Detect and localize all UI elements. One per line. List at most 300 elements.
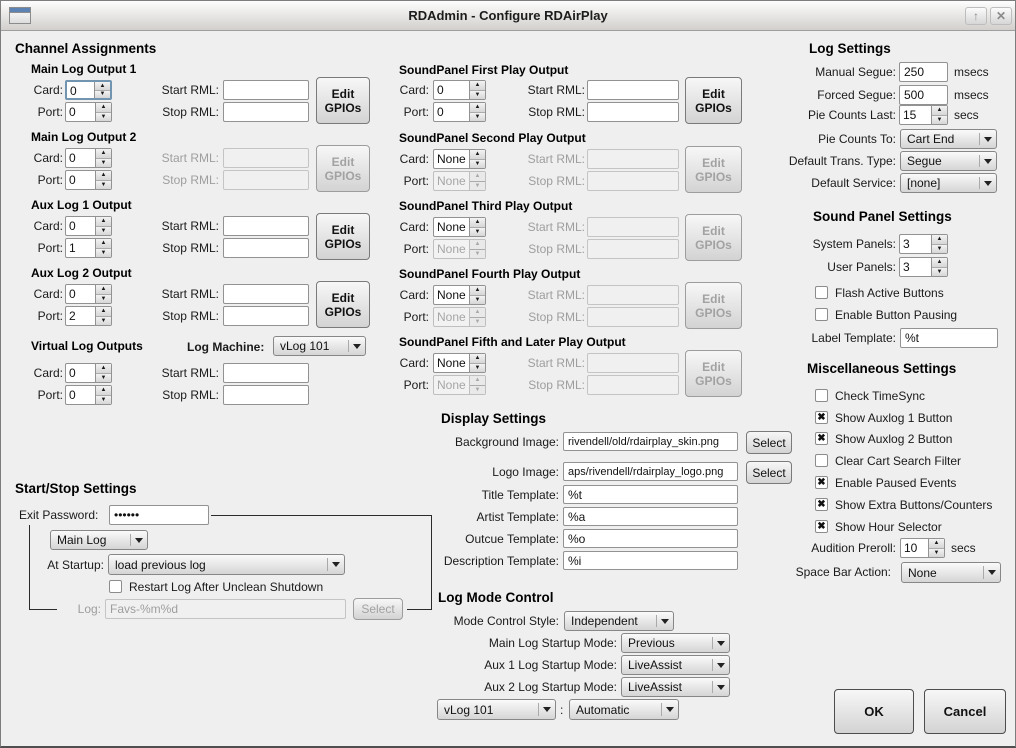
audition-preroll-spinbox[interactable] [900,538,945,558]
dropdown-arrow-icon [988,570,996,575]
port-value: None [437,310,466,324]
port-label: Port: [37,309,63,323]
spin-down-button[interactable] [470,228,485,237]
spin-down-button[interactable] [470,296,485,305]
port-label: Port: [403,310,429,324]
spin-down-button[interactable] [96,317,111,326]
enable-button-pausing-label: Enable Button Pausing [835,308,958,322]
show-auxlog1-checkbox[interactable] [815,411,828,424]
edit-gpios-button[interactable]: Edit GPIOs [685,77,742,124]
checkbox-mark: ✖ [817,412,826,423]
dropdown-divider [979,155,980,168]
port-spinbox[interactable] [65,170,112,190]
spin-down-button[interactable] [96,295,111,304]
enable-button-pausing-checkbox[interactable] [815,308,828,321]
dropdown-arrow-icon [717,663,725,668]
spin-down-button[interactable] [470,113,485,122]
user-panels-value: 3 [903,260,910,274]
pie-counts-to-dropdown[interactable]: Cart End [900,129,997,149]
card-value: None [437,288,466,302]
stop-rml-label: Stop RML: [528,310,585,324]
main-log-startup-mode-label: Main Log Startup Mode: [488,636,617,650]
card-value: 0 [69,219,76,233]
enable-paused-events-checkbox[interactable] [815,476,828,489]
port-label: Port: [403,378,429,392]
start-rml-input [587,285,679,305]
edit-gpios-button: Edit GPIOs [685,282,742,329]
pie-counts-last-value: 15 [903,108,917,122]
default-trans-type-dropdown[interactable]: Segue [900,151,997,171]
start-rml-input [587,149,679,169]
spin-down-button[interactable] [470,160,485,169]
dropdown-arrow-icon [717,685,725,690]
card-label: Card: [399,220,429,234]
start-rml-label: Start RML: [527,220,585,234]
title-template-label: Title Template: [481,488,559,502]
audition-preroll-label: Audition Preroll: [811,541,896,555]
port-spinbox[interactable] [433,102,486,122]
spin-up-button[interactable] [96,149,111,159]
port-label: Port: [37,241,63,255]
logo-image-select-button[interactable]: Select [746,461,792,484]
vlog-separator: : [560,703,564,717]
outcue-template-input[interactable]: %o [563,529,738,548]
port-value: None [437,242,466,256]
stop-rml-label: Stop RML: [162,388,219,402]
stop-rml-label: Stop RML: [162,241,219,255]
manual-segue-input[interactable]: 250 [899,62,948,82]
port-spinbox [433,239,486,259]
show-extra-buttons-label: Show Extra Buttons/Counters [835,498,993,512]
log-machine-dropdown[interactable]: vLog 101 [273,336,366,356]
port-value: 0 [69,105,76,119]
log-mode-control-heading: Log Mode Control [438,590,554,605]
spin-up-button[interactable] [96,285,111,295]
start-rml-label: Start RML: [161,287,219,301]
log-settings-heading: Log Settings [809,41,891,56]
window-title: RDAdmin - Configure RDAirPlay [408,8,608,23]
spin-up-button[interactable] [470,286,485,296]
card-value: 0 [437,83,444,97]
display-settings-heading: Display Settings [441,411,547,426]
dropdown-divider [348,340,349,353]
space-bar-action-dropdown[interactable]: None [901,562,1001,583]
dropdown-divider [983,566,984,579]
stop-rml-input [587,375,679,395]
card-spinbox[interactable] [433,285,486,305]
stop-rml-input [223,170,309,190]
dropdown-divider [979,133,980,146]
shade-icon: ↑ [973,9,979,23]
dropdown-divider [712,681,713,694]
port-spinbox [433,171,486,191]
audition-preroll-unit: secs [951,541,976,555]
edit-gpios-button[interactable]: Edit GPIOs [316,77,370,124]
port-label: Port: [37,105,63,119]
sound-panel-settings-heading: Sound Panel Settings [813,209,952,224]
background-image-label: Background Image: [454,435,559,449]
stop-rml-label: Stop RML: [528,378,585,392]
checkbox-mark: ✖ [817,433,826,444]
card-spinbox[interactable] [433,80,486,100]
label-template-input[interactable]: %t [900,328,998,348]
stop-rml-input[interactable] [587,102,679,122]
group-title: SoundPanel Third Play Output [399,199,573,213]
default-trans-type-label: Default Trans. Type: [788,154,896,168]
clear-cart-search-filter-label: Clear Cart Search Filter [835,454,962,468]
spin-up-button[interactable] [96,171,111,181]
group-title: SoundPanel Second Play Output [399,131,586,145]
pie-counts-to-label: Pie Counts To: [818,132,896,146]
spin-up-button[interactable] [96,217,111,227]
card-label: Card: [399,83,429,97]
spin-down-button[interactable] [96,227,111,236]
start-rml-label: Start RML: [161,366,219,380]
card-spinbox[interactable] [65,80,112,100]
start-rml-input[interactable] [223,80,309,100]
card-label: Card: [33,287,63,301]
group-title: Aux Log 1 Output [31,198,132,212]
dropdown-arrow-icon [984,137,992,142]
show-extra-buttons-checkbox[interactable] [815,498,828,511]
spin-up-button[interactable] [932,258,947,268]
dropdown-arrow-icon [332,562,340,567]
dropdown-divider [538,703,539,716]
dropdown-divider [327,558,328,571]
artist-template-input[interactable]: %a [563,507,738,526]
start-rml-label: Start RML: [527,83,585,97]
port-label: Port: [403,105,429,119]
stop-rml-label: Stop RML: [528,174,585,188]
forced-segue-input[interactable]: 500 [899,85,948,105]
card-value: None [437,220,466,234]
description-template-input[interactable]: %i [563,551,738,570]
port-label: Port: [403,242,429,256]
port-value: 0 [69,173,76,187]
default-service-dropdown[interactable]: [none] [900,173,997,193]
spin-up-button[interactable] [96,239,111,249]
stop-rml-input[interactable] [223,306,309,326]
ok-button[interactable]: OK [834,689,914,734]
dropdown-divider [661,703,662,716]
forced-segue-unit: msecs [954,88,989,102]
card-value: 0 [69,366,76,380]
spin-up-button [470,376,485,386]
card-label: Card: [33,151,63,165]
outcue-template-label: Outcue Template: [465,532,559,546]
edit-gpios-button: Edit GPIOs [316,145,370,192]
pie-counts-last-unit: secs [954,108,979,122]
log-label: Log: [77,602,101,616]
connector-line [29,609,57,610]
dropdown-arrow-icon [661,619,669,624]
card-spinbox[interactable] [433,217,486,237]
channel-assignments-heading: Channel Assignments [15,41,157,56]
spin-down-button[interactable] [96,159,111,168]
spin-down-button [470,318,485,327]
card-label: Card: [399,356,429,370]
card-value: 0 [69,151,76,165]
port-spinbox[interactable] [65,306,112,326]
card-label: Card: [399,288,429,302]
port-value: None [437,174,466,188]
show-hour-selector-checkbox[interactable] [815,520,828,533]
start-rml-input [587,217,679,237]
aux2-log-startup-mode-label: Aux 2 Log Startup Mode: [484,680,617,694]
spin-up-button [470,240,485,250]
port-spinbox [433,375,486,395]
cancel-button[interactable]: Cancel [924,689,1006,734]
exit-password-label: Exit Password: [19,508,99,522]
background-image-select-button[interactable]: Select [746,431,792,454]
stop-rml-input[interactable] [223,385,309,405]
stop-rml-label: Stop RML: [162,173,219,187]
dropdown-arrow-icon [717,641,725,646]
spin-down-button[interactable] [96,249,111,258]
spin-up-button[interactable] [96,386,111,396]
port-value: 1 [69,241,76,255]
label-template-label: Label Template: [811,331,896,345]
spin-down-button[interactable] [470,91,485,100]
spin-down-button[interactable] [96,181,111,190]
log-machine-label: Log Machine: [187,340,265,354]
port-spinbox[interactable] [65,102,112,122]
mode-control-style-label: Mode Control Style: [453,614,559,628]
vlog-mode-dropdown[interactable]: Automatic [569,699,679,720]
spin-down-button[interactable] [96,374,111,383]
group-title: SoundPanel Fourth Play Output [399,267,581,281]
log-input: Favs-%m%d [105,599,346,619]
spin-down-button[interactable] [932,268,947,277]
spin-up-button[interactable] [470,81,485,91]
show-auxlog2-checkbox[interactable] [815,432,828,445]
artist-template-label: Artist Template: [476,510,559,524]
exit-password-input[interactable]: •••••• [109,505,209,525]
connector-line [29,525,30,610]
pie-counts-last-spinbox[interactable] [899,105,948,125]
forced-segue-label: Forced Segue: [817,88,896,102]
card-label: Card: [399,152,429,166]
dropdown-divider [712,637,713,650]
group-title: Aux Log 2 Output [31,266,132,280]
edit-gpios-button: Edit GPIOs [685,350,742,397]
check-timesync-checkbox[interactable] [815,389,828,402]
stop-rml-input[interactable] [223,102,309,122]
background-image-input[interactable]: rivendell/old/rdairplay_skin.png [563,432,738,451]
port-label: Port: [37,173,63,187]
spin-up-button[interactable] [95,82,110,91]
group-title: Main Log Output 2 [31,130,137,144]
show-hour-selector-label: Show Hour Selector [835,520,942,534]
miscellaneous-settings-heading: Miscellaneous Settings [807,361,957,376]
check-timesync-label: Check TimeSync [835,389,926,403]
group-title: Main Log Output 1 [31,62,137,76]
spin-up-button[interactable] [929,539,944,549]
spin-up-button[interactable] [470,218,485,228]
checkbox-mark: ✖ [817,521,826,532]
dropdown-arrow-icon [984,159,992,164]
spin-down-button[interactable] [932,245,947,254]
description-template-label: Description Template: [443,554,559,568]
manual-segue-label: Manual Segue: [815,65,896,79]
start-rml-label: Start RML: [527,356,585,370]
start-rml-input [223,148,309,168]
clear-cart-search-filter-checkbox[interactable] [815,454,828,467]
aux1-log-startup-mode-label: Aux 1 Log Startup Mode: [484,658,617,672]
start-rml-label: Start RML: [527,152,585,166]
port-value: 0 [437,105,444,119]
system-panels-label: System Panels: [812,237,896,251]
card-spinbox[interactable] [65,363,112,383]
show-auxlog1-label: Show Auxlog 1 Button [835,411,953,425]
close-button[interactable] [990,7,1012,25]
system-panels-value: 3 [903,237,910,251]
spin-down-button[interactable] [96,113,111,122]
start-rml-input [587,353,679,373]
dropdown-arrow-icon [666,707,674,712]
stop-rml-input [587,307,679,327]
dropdown-arrow-icon [984,181,992,186]
flash-active-buttons-label: Flash Active Buttons [835,286,944,300]
spin-up-button[interactable] [470,103,485,113]
enable-paused-events-label: Enable Paused Events [835,476,957,490]
start-rml-label: Start RML: [527,288,585,302]
port-value: 0 [69,388,76,402]
spin-up-button[interactable] [932,235,947,245]
spin-down-button[interactable] [96,396,111,405]
dropdown-arrow-icon [543,707,551,712]
spin-up-button[interactable] [470,354,485,364]
shade-button[interactable] [965,7,987,25]
vlog-machine-dropdown[interactable]: vLog 101 [437,699,556,720]
start-rml-input[interactable] [223,363,309,383]
aux2-log-startup-mode-dropdown[interactable]: LiveAssist [621,677,730,697]
group-title: SoundPanel First Play Output [399,63,569,77]
restart-log-label: Restart Log After Unclean Shutdown [129,580,324,594]
group-title: Virtual Log Outputs [31,339,143,353]
card-spinbox[interactable] [433,353,486,373]
card-label: Card: [33,83,63,97]
dropdown-arrow-icon [135,538,143,543]
spin-down-button[interactable] [932,116,947,125]
checkbox-mark: ✖ [817,477,826,488]
pie-counts-last-label: Pie Counts Last: [807,108,896,122]
spin-up-button[interactable] [470,150,485,160]
card-value: 0 [69,287,76,301]
spin-down-button [470,250,485,259]
start-rml-label: Start RML: [161,151,219,165]
system-panels-spinbox[interactable] [899,234,948,254]
port-value: 2 [69,309,76,323]
spin-up-button[interactable] [932,106,947,116]
default-service-label: Default Service: [811,176,896,190]
card-label: Card: [33,219,63,233]
space-bar-action-label: Space Bar Action: [795,565,891,579]
port-label: Port: [37,388,63,402]
user-panels-spinbox[interactable] [899,257,948,277]
start-rml-label: Start RML: [161,83,219,97]
user-panels-label: User Panels: [827,260,896,274]
spin-down-button[interactable] [95,91,110,99]
card-value: None [437,356,466,370]
card-spinbox[interactable] [433,149,486,169]
mode-control-style-dropdown[interactable]: Independent [564,611,674,631]
dropdown-divider [979,177,980,190]
card-value: 0 [70,84,77,98]
connector-line [407,609,431,610]
card-spinbox[interactable] [65,284,112,304]
logo-image-label: Logo Image: [492,465,559,479]
port-spinbox [433,307,486,327]
stop-rml-input[interactable] [223,238,309,258]
start-rml-input[interactable] [223,284,309,304]
edit-gpios-button: Edit GPIOs [685,146,742,193]
at-startup-dropdown[interactable]: load previous log [108,554,345,575]
edit-gpios-button: Edit GPIOs [685,214,742,261]
port-label: Port: [403,174,429,188]
group-title: SoundPanel Fifth and Later Play Output [399,335,626,349]
main-log-startup-mode-dropdown[interactable]: Previous [621,633,730,653]
dropdown-divider [130,534,131,547]
port-spinbox[interactable] [65,238,112,258]
connector-line [431,515,432,610]
spin-up-button [470,308,485,318]
port-value: None [437,378,466,392]
edit-gpios-button[interactable]: Edit GPIOs [316,213,370,260]
card-value: None [437,152,466,166]
spin-up-button[interactable] [96,103,111,113]
logo-image-input[interactable]: aps/rivendell/rdairplay_logo.png [563,462,738,481]
startup-machine-dropdown[interactable]: Main Log [50,530,148,550]
stop-rml-input [587,239,679,259]
at-startup-label: At Startup: [47,558,104,572]
log-select-button: Select [353,598,403,620]
spin-down-button[interactable] [929,549,944,558]
start-rml-input[interactable] [223,216,309,236]
manual-segue-unit: msecs [954,65,989,79]
aux1-log-startup-mode-dropdown[interactable]: LiveAssist [621,655,730,675]
spin-up-button [470,172,485,182]
audition-preroll-value: 10 [904,541,918,555]
start-rml-input[interactable] [587,80,679,100]
title-template-input[interactable]: %t [563,485,738,504]
start-rml-label: Start RML: [161,219,219,233]
card-spinbox[interactable] [65,216,112,236]
show-auxlog2-label: Show Auxlog 2 Button [835,432,953,446]
spin-up-button[interactable] [96,307,111,317]
connector-line [211,515,431,516]
stop-rml-label: Stop RML: [528,242,585,256]
spin-down-button [470,182,485,191]
restart-log-checkbox[interactable] [109,580,122,593]
start-stop-settings-heading: Start/Stop Settings [15,481,137,496]
dropdown-divider [656,615,657,628]
dropdown-arrow-icon [353,344,361,349]
flash-active-buttons-checkbox[interactable] [815,286,828,299]
spin-up-button[interactable] [96,364,111,374]
card-label: Card: [33,366,63,380]
card-spinbox[interactable] [65,148,112,168]
checkbox-mark: ✖ [817,499,826,510]
stop-rml-label: Stop RML: [162,105,219,119]
dropdown-divider [712,659,713,672]
stop-rml-label: Stop RML: [162,309,219,323]
spin-down-button[interactable] [470,364,485,373]
stop-rml-label: Stop RML: [528,105,585,119]
edit-gpios-button[interactable]: Edit GPIOs [316,281,370,328]
close-icon: ✕ [995,9,1007,23]
port-spinbox[interactable] [65,385,112,405]
